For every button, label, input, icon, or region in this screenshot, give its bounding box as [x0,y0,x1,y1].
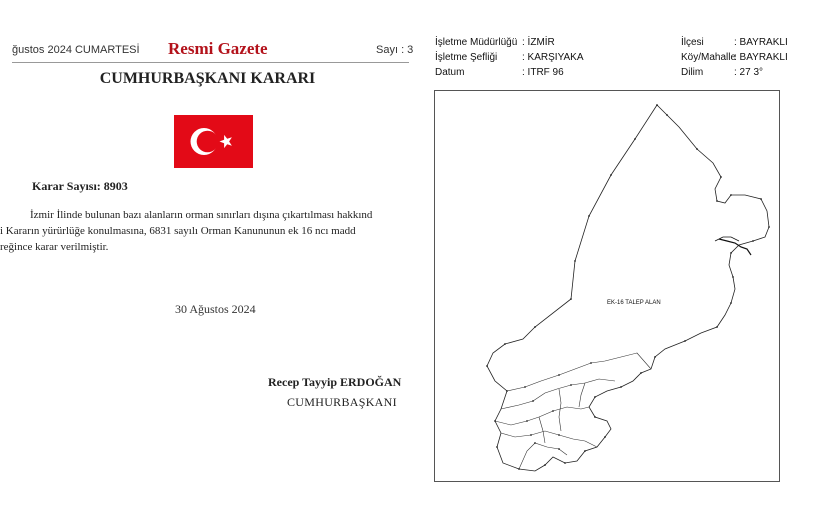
field-value-zone: : 27 3° [734,67,764,78]
field-value-datum: : ITRF 96 [522,67,564,78]
field-label-datum: Datum [435,67,465,78]
document-heading: CUMHURBAŞKANI KARARI [99,70,316,87]
field-label-zone: Dilim [681,67,704,78]
boundary-map [435,91,781,483]
field-label-management: İşletme Müdürlüğü [435,37,518,48]
map-frame [434,90,780,482]
field-value-chiefdom: : KARŞIYAKA [522,52,584,63]
header-divider [12,62,409,63]
boundary-outline [487,105,769,471]
field-value-district: : BAYRAKLI [734,37,788,48]
field-value-management: : İZMİR [522,37,555,48]
body-line-2: i Kararın yürürlüğe konulmasına, 6831 sayılı Orman Kanununun ek 16 ncı madd [0,225,356,237]
body-line-1: İzmir İlinde bulunan bazı alanların orman sınırları dışına çıkartılması hakkınd [30,209,373,221]
field-label-chiefdom: İşletme Şefliği [435,52,498,63]
field-value-neighborhood: : BAYRAKLI [734,52,788,63]
turkish-flag-icon [174,115,253,168]
gazette-issue-number: Sayı : 3 [376,44,414,56]
gazette-title: Resmi Gazete [168,39,268,58]
signer-name: Recep Tayyip ERDOĞAN [268,375,402,389]
body-line-3: reğince karar verilmiştir. [0,241,109,253]
map-sheet [415,0,827,526]
signer-title: CUMHURBAŞKANI [287,395,397,409]
signature-date: 30 Ağustos 2024 [175,302,256,316]
field-label-district: İlçesi [681,37,704,48]
field-label-neighborhood: Köy/Mahalle [681,52,737,63]
gazette-date: ğustos 2024 CUMARTESİ [12,44,140,56]
area-label: EK-16 TALEP ALAN [607,300,661,306]
decision-number: Karar Sayısı: 8903 [32,179,128,193]
